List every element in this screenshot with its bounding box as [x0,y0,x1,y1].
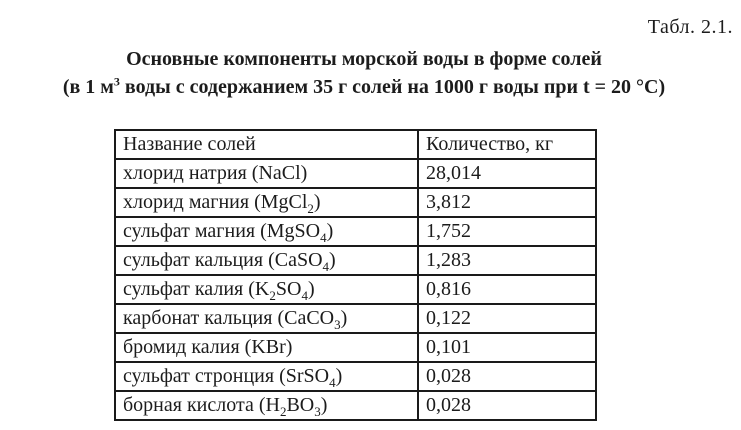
quantity-cell: 3,812 [418,188,596,217]
salt-name-cell: хлорид магния (MgCl$_2$) [115,188,418,217]
salt-name-cell: хлорид натрия (NaCl) [115,159,418,188]
formula-subscript: 3 [334,317,341,332]
quantity-cell: 1,283 [418,246,596,275]
column-header-salt-name: Название солей [115,130,418,159]
table-row [115,188,596,217]
formula-subscript: 4 [329,375,336,390]
salt-name-cell: сульфат кальция (CaSO$_4$) [115,246,418,275]
table-row [115,246,596,275]
formula-subscript: 3 [314,404,321,419]
table-row [115,217,596,246]
formula-subscript: 4 [301,288,308,303]
sea-water-salts-table [114,129,597,421]
salt-name-cell: сульфат магния (MgSO$_4$) [115,217,418,246]
title-line-1: Основные компоненты морской воды в форме солей [126,48,602,70]
table-header-row [115,130,596,159]
table-row [115,275,596,304]
table-row [115,333,596,362]
formula-subscript: 2 [269,288,276,303]
quantity-cell: 0,028 [418,391,596,420]
quantity-cell: 0,101 [418,333,596,362]
salt-name-cell: карбонат кальция (CaCO$_3$) [115,304,418,333]
quantity-cell: 0,028 [418,362,596,391]
salt-name-cell: сульфат калия $(K_2SO_4)$ [115,275,418,304]
table-row [115,159,596,188]
formula-subscript: 4 [320,230,327,245]
table-row [115,391,596,420]
table-body [115,159,596,420]
column-header-quantity: Количество, кг [418,130,596,159]
quantity-cell: 0,816 [418,275,596,304]
salt-name-cell: борная кислота $(H_2BO_3)$ [115,391,418,420]
salt-name-cell: сульфат стронция (SrSO$_4$) [115,362,418,391]
table-number-caption: Табл. 2.1. [647,16,733,38]
table-row [115,304,596,333]
salt-name-cell: бромид калия (KBr) [115,333,418,362]
quantity-cell: 28,014 [418,159,596,188]
quantity-cell: 0,122 [418,304,596,333]
formula-subscript: 4 [322,259,330,274]
table-row [115,362,596,391]
formula-subscript: 2 [279,404,287,419]
title-line-2: (в 1 $м^3$ воды с содержанием 35 г солей на 1000 г воды при t = 20 °C) [62,74,666,98]
quantity-cell: 1,752 [418,217,596,246]
formula-superscript: 3 [113,74,120,89]
document-title [0,45,728,101]
formula-subscript: 2 [307,201,314,216]
